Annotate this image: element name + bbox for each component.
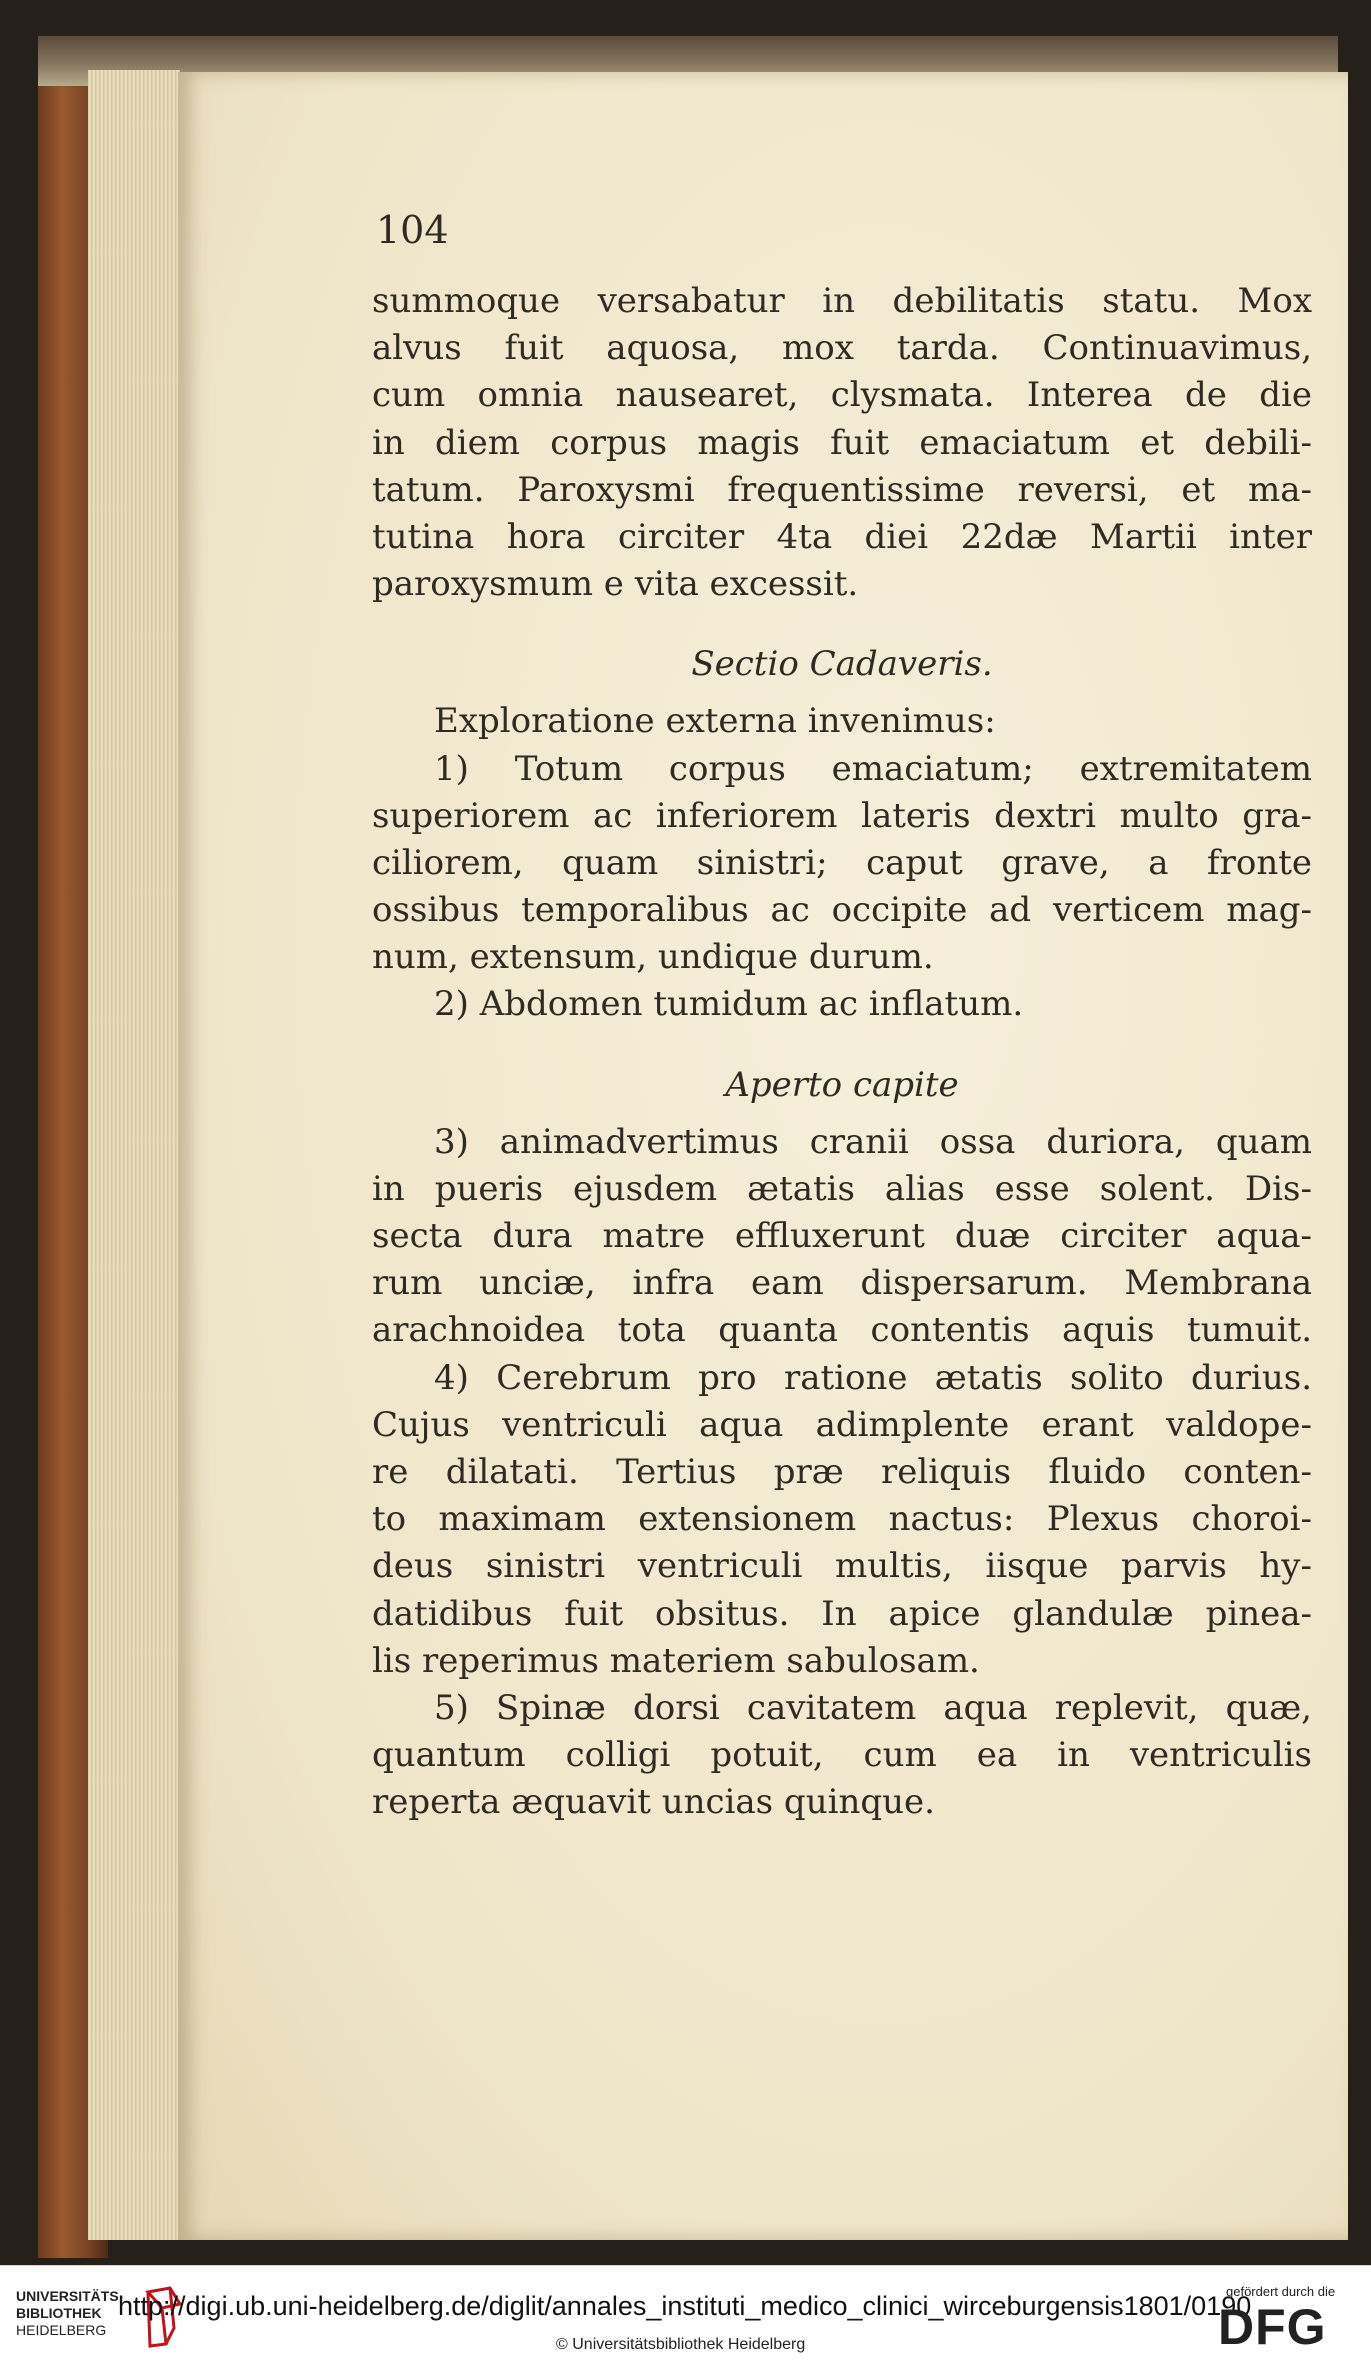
section-heading: Sectio Cadaveris.	[691, 644, 993, 685]
copyright-notice: © Universitätsbibliothek Heidelberg	[556, 2336, 806, 2353]
text-line: 4) Cerebrum pro ratione ætatis solito durius.	[434, 1357, 1312, 1398]
text-line: re dilatati. Tertius præ reliquis fluido conten-	[372, 1451, 1312, 1492]
text-line: summoque versabatur in debilitatis statu. Mox	[372, 281, 1312, 321]
text-line: secta dura matre effluxerunt duæ circiter aqua-	[372, 1216, 1312, 1256]
text-line: tutina hora circiter 4ta diei 22dæ Martii inter	[372, 516, 1312, 557]
text-line: 1) Totum corpus emaciatum; extremitatem	[434, 748, 1312, 789]
permalink-url[interactable]: http://digi.ub.uni-heidelberg.de/diglit/annales_instituti_medico_clinici_wirceburgensis1801/0190	[118, 2291, 1252, 2321]
text-line: arachnoidea tota quanta contentis aquis tumuit.	[372, 1310, 1312, 1351]
page-edges	[88, 70, 180, 2240]
viewer-footer	[0, 2265, 1371, 2365]
funding-caption: gefördert durch die	[1226, 2284, 1336, 2299]
text-line: tatum. Paroxysmi frequentissime reversi, et ma-	[372, 469, 1312, 510]
text-line: reperta æquavit uncias quinque.	[372, 1782, 935, 1823]
logo-line: UNIVERSITÄTS	[16, 2288, 119, 2304]
text-line: superiorem ac inferiorem lateris dextri multo gra-	[372, 795, 1312, 836]
dfg-logo: DFG	[1218, 2299, 1327, 2355]
text-line: rum unciæ, infra eam dispersarum. Membrana	[372, 1263, 1312, 1304]
text-line: num, extensum, undique durum.	[372, 937, 934, 978]
text-line: lis reperimus materiem sabulosam.	[372, 1640, 980, 1681]
logo-line: BIBLIOTHEK	[16, 2305, 102, 2321]
text-line: deus sinistri ventriculi multis, iisque parvis hy-	[372, 1546, 1312, 1587]
text-lines	[372, 278, 1312, 1826]
text-line: alvus fuit aquosa, mox tarda. Continuavimus,	[372, 328, 1312, 369]
text-line: ciliorem, quam sinistri; caput grave, a fronte	[372, 842, 1312, 883]
text-line: quantum colligi potuit, cum ea in ventriculis	[372, 1735, 1312, 1776]
text-line: cum omnia nausearet, clysmata. Interea de die	[372, 375, 1312, 416]
text-line: 2) Abdomen tumidum ac inflatum.	[434, 984, 1024, 1025]
logo-line: HEIDELBERG	[16, 2322, 107, 2338]
text-line: in diem corpus magis fuit emaciatum et debili-	[372, 422, 1312, 463]
library-logo-text	[16, 2288, 119, 2339]
text-line: Exploratione externa invenimus:	[434, 701, 996, 742]
text-line: ossibus temporalibus ac occipite ad verticem mag-	[372, 890, 1312, 931]
text-line: 3) animadvertimus cranii ossa duriora, quam	[434, 1121, 1312, 1162]
text-line: 5) Spinæ dorsi cavitatem aqua replevit, quæ,	[434, 1687, 1312, 1728]
text-line: to maximam extensionem nactus: Plexus choroi-	[372, 1499, 1312, 1540]
text-line: datidibus fuit obsitus. In apice glandulæ pinea-	[372, 1593, 1312, 1634]
text-line: Cujus ventriculi aqua adimplente erant valdope-	[372, 1404, 1312, 1445]
text-line: in pueris ejusdem ætatis alias esse solent. Dis-	[372, 1168, 1312, 1209]
page-number: 104	[376, 208, 449, 252]
section-heading: Aperto capite	[725, 1064, 959, 1105]
text-line: paroxysmum e vita excessit.	[372, 564, 859, 605]
